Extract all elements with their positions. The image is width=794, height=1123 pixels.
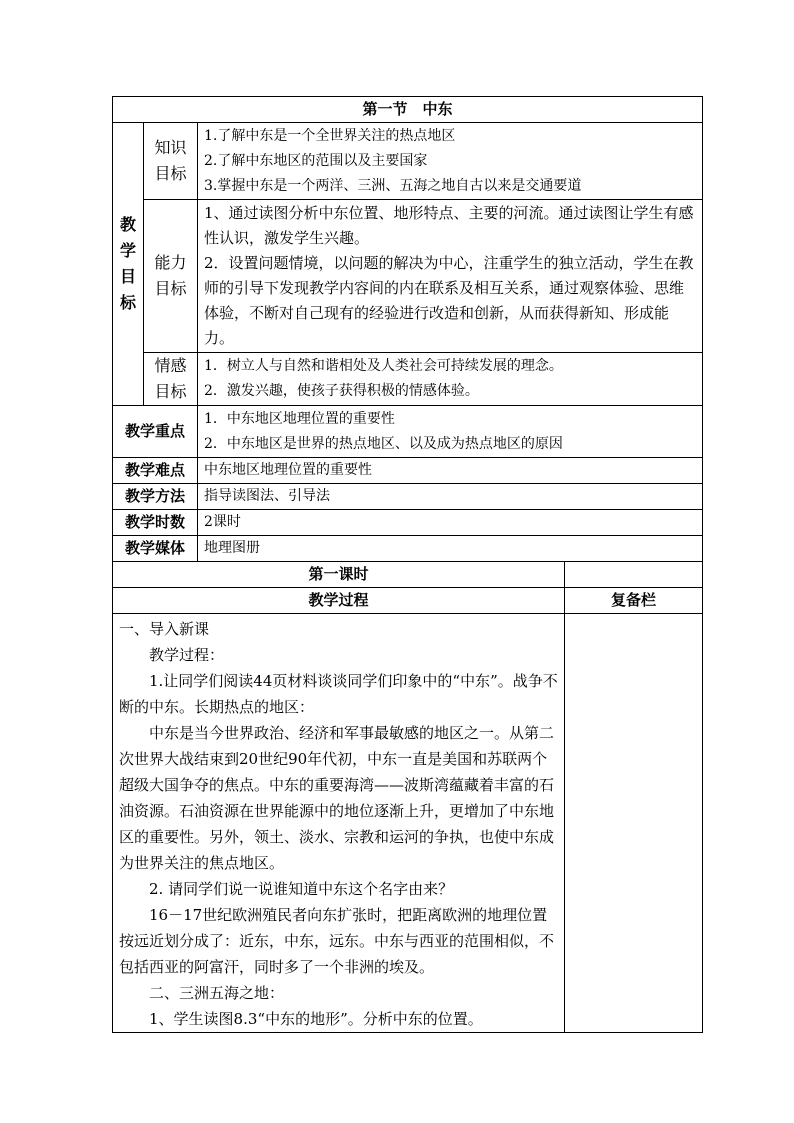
difficulty-value: 中东地区地理位置的重要性 xyxy=(198,458,703,484)
emotion-goal-content xyxy=(198,353,703,406)
ability-goal-paragraph: 2．设置问题情境，以问题的解决为中心，注重学生的独立活动，学生在教师的引导下发现教学内容间的内在联系及相互关系，通过观察体验、思维体验，不断对自己现有的经验进行改造和创新，从而获得新知、形成能力。 xyxy=(204,254,694,347)
emotion-goal-item: 2．激发兴趣，使孩子获得积极的情感体验。 xyxy=(204,383,479,399)
lesson-plan-document xyxy=(112,96,702,1028)
section-title: 第一节 中东 xyxy=(113,97,703,123)
knowledge-goal-content xyxy=(198,123,703,200)
method-label: 教学方法 xyxy=(113,484,198,510)
ability-goal-label: 能力 目标 xyxy=(144,200,198,353)
process-paragraph: 2. 请同学们说一说谁知道中东这个名字由来？ xyxy=(149,880,454,898)
notes-header: 复备栏 xyxy=(565,588,703,614)
knowledge-goal-item: 2.了解中东地区的范围以及主要国家 xyxy=(204,152,428,169)
process-paragraph: 16－17世纪欧洲殖民者向东扩张时，把距离欧洲的地理位置按远近划分成了：近东，中东，远东。中东与西亚的范围相似，不包括西亚的阿富汗，同时多了一个非洲的埃及。 xyxy=(119,906,555,976)
process-heading: 一、导入新课 xyxy=(119,620,210,638)
key-points-content xyxy=(198,406,703,458)
notes-blank-cell xyxy=(565,562,703,588)
notes-column-cell[interactable] xyxy=(565,614,703,1033)
process-header: 教学过程 xyxy=(113,588,565,614)
media-value: 地理图册 xyxy=(198,536,703,562)
emotion-goal-label: 情感 目标 xyxy=(144,353,198,406)
process-paragraph: 1.让同学们阅读44页材料谈谈同学们印象中的“中东”。战争不断的中东。长期热点的地区： xyxy=(119,672,558,716)
key-point-item: 2．中东地区是世界的热点地区、以及成为热点地区的原因 xyxy=(204,435,563,452)
process-paragraph: 1、学生读图8.3“中东的地形”。分析中东的位置。 xyxy=(149,1010,483,1028)
knowledge-goal-item: 1.了解中东是一个全世界关注的热点地区 xyxy=(204,127,456,144)
teaching-process-content xyxy=(113,614,565,1033)
media-label: 教学媒体 xyxy=(113,536,198,562)
process-heading: 二、三洲五海之地： xyxy=(149,984,285,1002)
knowledge-goal-label: 知识 目标 xyxy=(144,123,198,200)
key-point-item: 1．中东地区地理位置的重要性 xyxy=(204,410,395,427)
knowledge-goal-item: 3.掌握中东是一个两洋、三洲、五海之地自古以来是交通要道 xyxy=(204,177,582,194)
key-points-label: 教学重点 xyxy=(113,406,198,458)
lesson-title: 第一课时 xyxy=(113,562,565,588)
ability-goal-content xyxy=(198,200,703,353)
teaching-goals-label: 教 学 目 标 xyxy=(113,123,144,406)
lesson-plan-table xyxy=(112,96,703,1033)
hours-value: 2课时 xyxy=(198,510,703,536)
method-value: 指导读图法、引导法 xyxy=(198,484,703,510)
difficulty-label: 教学难点 xyxy=(113,458,198,484)
hours-label: 教学时数 xyxy=(113,510,198,536)
process-paragraph: 中东是当今世界政治、经济和军事最敏感的地区之一。从第二次世界大战结束到20世纪90年代初，中东一直是美国和苏联两个超级大国争夺的焦点。中东的重要海湾——波斯湾蕴藏着丰富的石油资源。石油资源在世界能源中的地位逐渐上升，更增加了中东地区的重要性。另外，领土、淡水、宗教和运河的争执，也使中东成为世界关注的焦点地区。 xyxy=(119,724,555,872)
emotion-goal-item: 1．树立人与自然和谐相处及人类社会可持续发展的理念。 xyxy=(204,358,563,374)
ability-goal-paragraph: 1、通过读图分析中东位置、地形特点、主要的河流。通过读图让学生有感性认识，激发学生兴趣。 xyxy=(204,204,694,247)
process-paragraph: 教学过程： xyxy=(149,646,225,664)
